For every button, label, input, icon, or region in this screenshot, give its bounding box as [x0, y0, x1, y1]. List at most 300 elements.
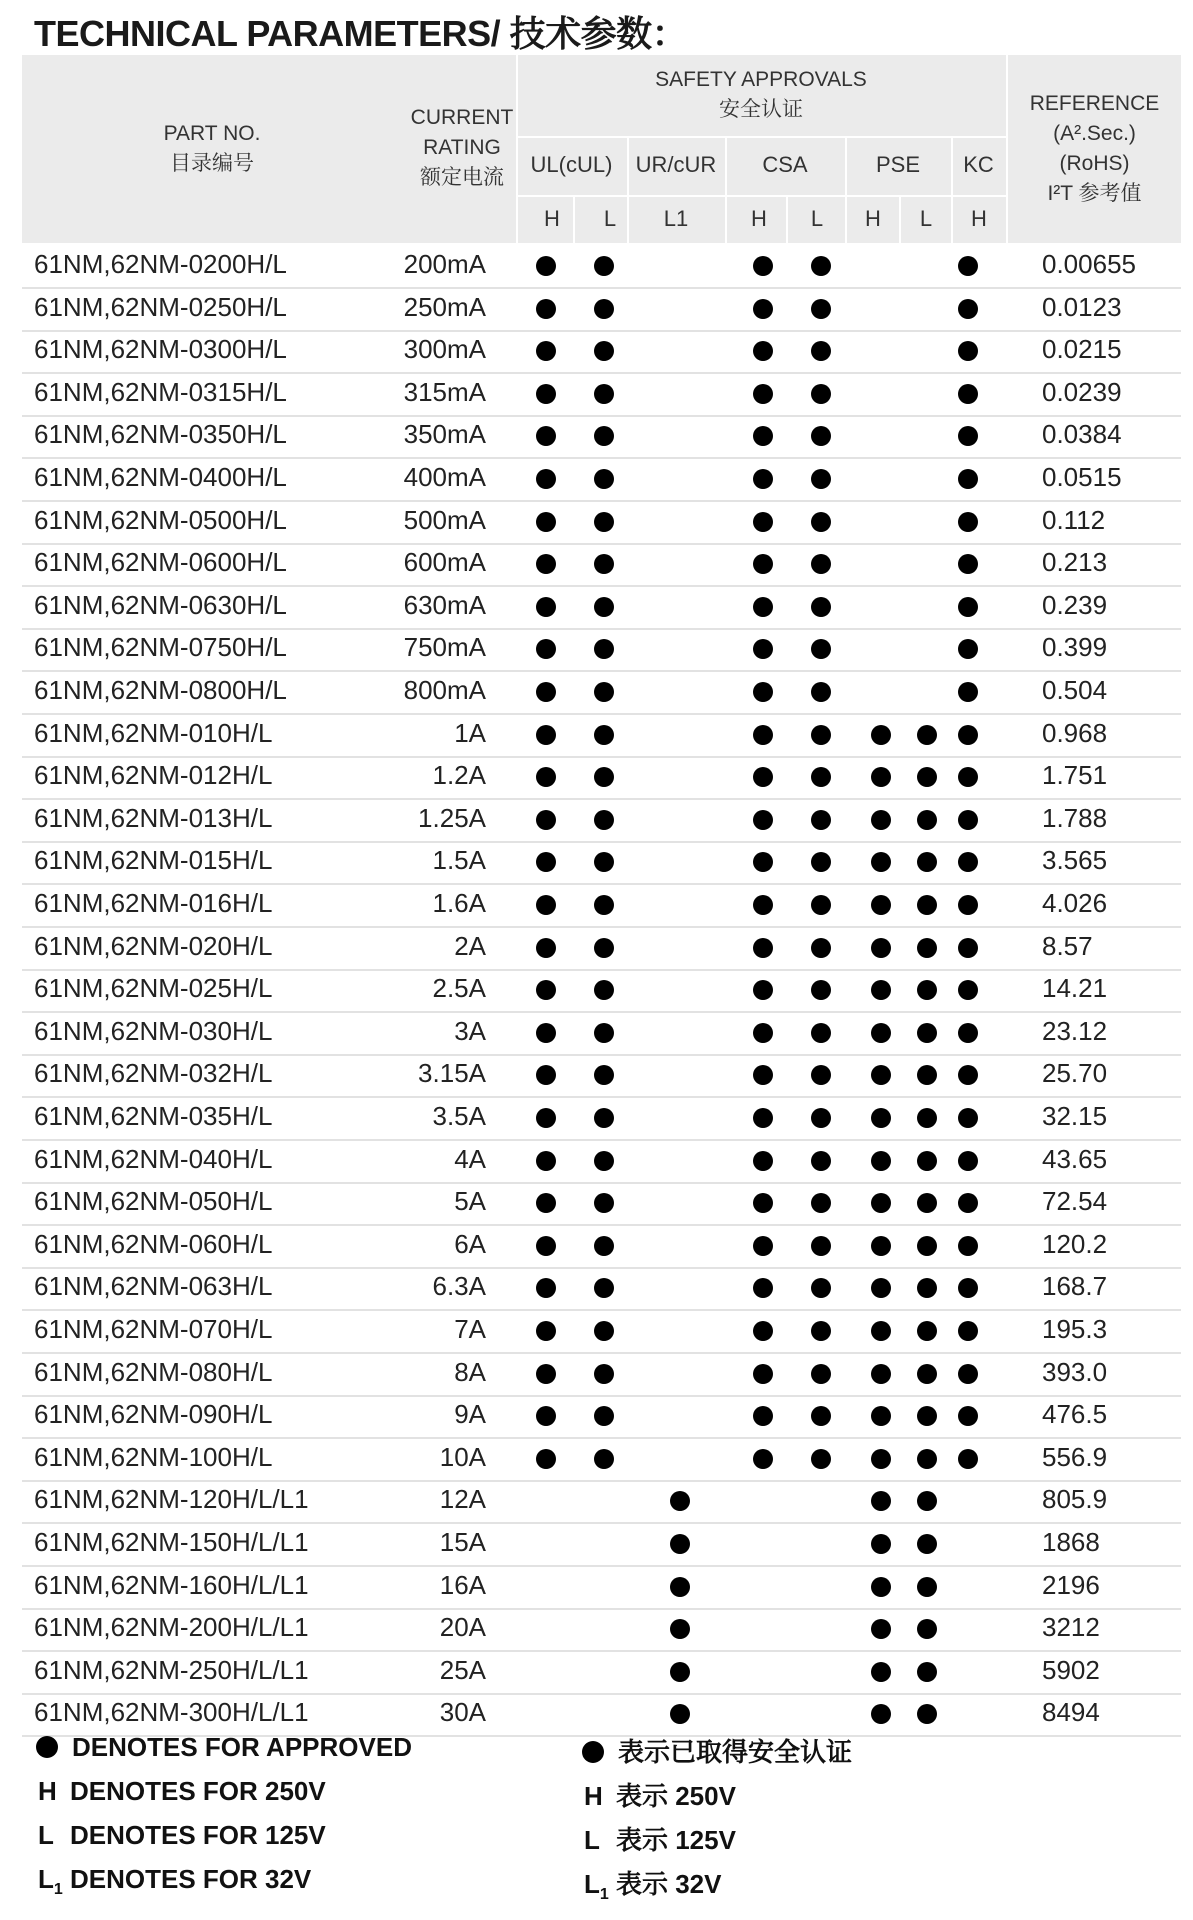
current-rating: 630mA — [403, 589, 486, 620]
approved-dot-icon — [958, 1065, 978, 1085]
current-rating: 16A — [439, 1569, 486, 1600]
group-pse: PSE — [875, 152, 921, 177]
current-rating: 315mA — [403, 376, 486, 407]
approved-dot-icon — [958, 1278, 978, 1298]
current-rating: 5A — [454, 1186, 486, 1217]
approved-dot-icon — [594, 1321, 614, 1341]
approved-dot-icon — [670, 1491, 690, 1511]
table-row — [22, 501, 1181, 545]
approved-dot-icon — [594, 1065, 614, 1085]
approved-dot-icon — [917, 1406, 937, 1426]
current-label-cn: 额定电流 — [420, 166, 504, 189]
current-rating: 6.3A — [432, 1271, 486, 1302]
part-number: 61NM,62NM-100H/L — [34, 1441, 273, 1472]
approved-dot-icon — [811, 554, 831, 574]
approved-dot-icon — [958, 341, 978, 361]
approved-dot-icon — [811, 1278, 831, 1298]
approved-dot-icon — [594, 767, 614, 787]
table-row — [22, 458, 1181, 502]
part-number: 61NM,62NM-300H/L/L1 — [34, 1697, 309, 1728]
i2t-reference: 556.9 — [1042, 1441, 1108, 1472]
approved-dot-icon — [753, 980, 773, 1000]
approved-dot-icon — [871, 767, 891, 787]
part-number: 61NM,62NM-0400H/L — [34, 462, 287, 492]
approved-dot-icon — [594, 1278, 614, 1298]
approved-dot-icon — [594, 895, 614, 915]
approved-dot-icon — [753, 852, 773, 872]
approved-dot-icon — [958, 1108, 978, 1128]
approved-dot-icon — [871, 1108, 891, 1128]
approved-dot-icon — [811, 512, 831, 532]
i2t-reference: 195.3 — [1042, 1314, 1108, 1344]
safety-label-cn: 安全认证 — [719, 98, 803, 121]
approved-dot-icon — [958, 1193, 978, 1213]
approved-dot-icon — [536, 469, 556, 489]
approved-dot-icon — [753, 1449, 773, 1469]
approved-dot-icon — [811, 1065, 831, 1085]
approved-dot-icon — [594, 554, 614, 574]
approved-dot-icon — [958, 1236, 978, 1256]
approved-dot-icon — [594, 682, 614, 702]
part-number: 61NM,62NM-063H/L — [34, 1271, 273, 1302]
approved-dot-icon — [917, 980, 937, 1000]
part-number: 61NM,62NM-090H/L — [34, 1399, 273, 1430]
approved-dot-icon — [670, 1534, 690, 1554]
current-rating: 2.5A — [432, 973, 486, 1004]
current-rating: 10A — [439, 1441, 486, 1472]
approved-dot-icon — [36, 1736, 58, 1758]
approved-dot-icon — [871, 1193, 891, 1213]
current-rating: 300mA — [403, 334, 486, 365]
approved-dot-icon — [753, 469, 773, 489]
part-number: 61NM,62NM-0630H/L — [34, 589, 287, 620]
approved-dot-icon — [917, 767, 937, 787]
current-rating: 30A — [439, 1697, 486, 1728]
legend-key-sub: 1 — [599, 1886, 609, 1904]
table-header — [22, 55, 1181, 243]
approved-dot-icon — [753, 810, 773, 830]
approved-dot-icon — [917, 1023, 937, 1043]
approved-dot-icon — [594, 299, 614, 319]
table-row — [22, 1438, 1181, 1482]
approved-dot-icon — [594, 469, 614, 489]
approved-dot-icon — [753, 256, 773, 276]
table-row — [22, 1523, 1181, 1567]
approved-dot-icon — [917, 1321, 937, 1341]
table-row — [22, 756, 1181, 800]
part-number: 61NM,62NM-0315H/L — [34, 376, 287, 407]
legend-text: 表示 250V — [616, 1781, 736, 1811]
approved-dot-icon — [536, 682, 556, 702]
part-number: 61NM,62NM-0800H/L — [34, 675, 287, 705]
legend-key: H — [38, 1776, 57, 1806]
current-rating: 6A — [454, 1228, 486, 1259]
i2t-reference: 0.504 — [1042, 675, 1108, 705]
part-number: 61NM,62NM-015H/L — [34, 845, 273, 876]
approved-dot-icon — [594, 426, 614, 446]
part-number: 61NM,62NM-0750H/L — [34, 632, 287, 663]
table-row — [22, 245, 1181, 289]
approved-dot-icon — [670, 1662, 690, 1682]
approved-dot-icon — [811, 639, 831, 659]
approved-dot-icon — [536, 1193, 556, 1213]
approved-dot-icon — [871, 1662, 891, 1682]
approved-dot-icon — [536, 597, 556, 617]
approved-dot-icon — [811, 725, 831, 745]
approved-dot-icon — [536, 256, 556, 276]
approved-dot-icon — [811, 1449, 831, 1469]
approved-dot-icon — [753, 1364, 773, 1384]
current-rating: 3.5A — [432, 1101, 486, 1131]
part-number: 61NM,62NM-010H/L — [34, 717, 273, 748]
legend-text: 表示 125V — [616, 1825, 736, 1855]
approved-dot-icon — [871, 1491, 891, 1511]
approved-dot-icon — [871, 1236, 891, 1256]
i2t-reference: 0.213 — [1042, 547, 1108, 578]
table-row — [22, 628, 1181, 672]
i2t-reference: 0.968 — [1042, 717, 1108, 748]
reference-header — [1008, 89, 1181, 209]
approved-dot-icon — [536, 1321, 556, 1341]
approved-dot-icon — [536, 1449, 556, 1469]
i2t-reference: 0.00655 — [1042, 249, 1136, 279]
i2t-reference: 4.026 — [1042, 888, 1108, 918]
approved-dot-icon — [871, 1619, 891, 1639]
legend-text: 表示已取得安全认证 — [618, 1737, 853, 1767]
current-rating: 600mA — [403, 547, 486, 578]
part-number: 61NM,62NM-060H/L — [34, 1228, 273, 1259]
i2t-reference: 0.0239 — [1042, 376, 1122, 407]
current-label-1: CURRENT — [410, 106, 514, 129]
i2t-reference: 1868 — [1042, 1527, 1100, 1557]
current-rating: 9A — [454, 1399, 486, 1430]
approved-dot-icon — [811, 1406, 831, 1426]
part-number: 61NM,62NM-013H/L — [34, 802, 273, 833]
i2t-reference: 393.0 — [1042, 1356, 1108, 1387]
i2t-reference: 32.15 — [1042, 1101, 1108, 1131]
part-number: 61NM,62NM-020H/L — [34, 930, 273, 961]
part-no-label: PART NO. — [163, 122, 261, 145]
approved-dot-icon — [917, 1065, 937, 1085]
legend-approved-cn — [582, 1732, 852, 1769]
approved-dot-icon — [536, 1236, 556, 1256]
table-row — [22, 1097, 1181, 1141]
approved-dot-icon — [871, 1023, 891, 1043]
current-rating: 3A — [454, 1015, 486, 1046]
safety-approvals-header — [516, 65, 1006, 125]
part-number: 61NM,62NM-070H/L — [34, 1314, 273, 1344]
i2t-reference: 3212 — [1042, 1612, 1100, 1643]
table-row — [22, 1012, 1181, 1056]
approved-dot-icon — [917, 1364, 937, 1384]
current-rating: 500mA — [403, 504, 486, 535]
approved-dot-icon — [917, 938, 937, 958]
current-rating: 400mA — [403, 462, 486, 492]
i2t-reference: 25.70 — [1042, 1058, 1108, 1089]
reference-label-1: REFERENCE — [1029, 92, 1160, 115]
approved-dot-icon — [917, 725, 937, 745]
approved-dot-icon — [917, 1577, 937, 1597]
i2t-reference: 168.7 — [1042, 1271, 1108, 1302]
approved-dot-icon — [536, 639, 556, 659]
approved-dot-icon — [594, 810, 614, 830]
subcol-pse-h: H — [865, 206, 881, 231]
subcol-csa-h: H — [751, 206, 767, 231]
approved-dot-icon — [594, 1364, 614, 1384]
current-rating: 350mA — [403, 419, 486, 450]
approved-dot-icon — [670, 1704, 690, 1724]
approved-dot-icon — [811, 1023, 831, 1043]
approved-dot-icon — [670, 1577, 690, 1597]
approved-dot-icon — [811, 1364, 831, 1384]
i2t-reference: 8494 — [1042, 1697, 1100, 1728]
approved-dot-icon — [594, 852, 614, 872]
part-number: 61NM,62NM-0200H/L — [34, 249, 287, 279]
subcol-ul-l: L — [603, 206, 617, 231]
approved-dot-icon — [594, 980, 614, 1000]
part-number: 61NM,62NM-050H/L — [34, 1186, 273, 1217]
part-number: 61NM,62NM-0250H/L — [34, 291, 287, 322]
approved-dot-icon — [958, 426, 978, 446]
approved-dot-icon — [958, 1321, 978, 1341]
part-number: 61NM,62NM-160H/L/L1 — [34, 1569, 309, 1600]
approved-dot-icon — [536, 1364, 556, 1384]
approved-dot-icon — [958, 639, 978, 659]
approved-dot-icon — [753, 512, 773, 532]
approved-dot-icon — [594, 256, 614, 276]
approved-dot-icon — [871, 810, 891, 830]
approved-dot-icon — [958, 469, 978, 489]
approved-dot-icon — [536, 1065, 556, 1085]
approved-dot-icon — [811, 256, 831, 276]
current-rating: 1.6A — [432, 888, 486, 918]
approved-dot-icon — [917, 1619, 937, 1639]
approved-dot-icon — [958, 1449, 978, 1469]
i2t-reference: 805.9 — [1042, 1484, 1108, 1515]
approved-dot-icon — [917, 1108, 937, 1128]
approved-dot-icon — [536, 299, 556, 319]
current-rating: 25A — [439, 1654, 486, 1685]
approved-dot-icon — [811, 682, 831, 702]
safety-label: SAFETY APPROVALS — [655, 68, 867, 91]
approved-dot-icon — [536, 810, 556, 830]
approved-dot-icon — [958, 512, 978, 532]
approved-dot-icon — [958, 554, 978, 574]
approved-dot-icon — [536, 512, 556, 532]
approved-dot-icon — [917, 1236, 937, 1256]
table-row — [22, 1225, 1181, 1269]
approved-dot-icon — [917, 1449, 937, 1469]
i2t-reference: 5902 — [1042, 1654, 1100, 1685]
approved-dot-icon — [958, 597, 978, 617]
approved-dot-icon — [917, 1662, 937, 1682]
subcol-ul-h: H — [544, 206, 560, 231]
approved-dot-icon — [917, 1193, 937, 1213]
approved-dot-icon — [811, 1108, 831, 1128]
legend-text: DENOTES FOR 250V — [70, 1776, 326, 1806]
legend-approved — [36, 1732, 412, 1763]
subcol-csa-l: L — [810, 206, 824, 231]
current-rating: 750mA — [403, 632, 486, 663]
approved-dot-icon — [753, 639, 773, 659]
approved-dot-icon — [958, 682, 978, 702]
approved-dot-icon — [811, 810, 831, 830]
approved-dot-icon — [871, 1704, 891, 1724]
subcol-ur-l1: L1 — [663, 206, 689, 231]
legend-key: L — [38, 1820, 54, 1850]
approved-dot-icon — [753, 938, 773, 958]
i2t-reference: 1.788 — [1042, 802, 1108, 833]
approved-dot-icon — [753, 1023, 773, 1043]
approved-dot-icon — [753, 341, 773, 361]
current-rating: 2A — [454, 930, 486, 961]
table-row — [22, 1182, 1181, 1226]
i2t-reference: 0.0123 — [1042, 291, 1122, 322]
table-row — [22, 841, 1181, 885]
approved-dot-icon — [958, 938, 978, 958]
approved-dot-icon — [594, 1406, 614, 1426]
approved-dot-icon — [871, 895, 891, 915]
group-ul: UL(cUL) — [530, 152, 613, 177]
current-rating: 4A — [454, 1143, 486, 1174]
approved-dot-icon — [811, 597, 831, 617]
legend-h — [38, 1776, 326, 1807]
approved-dot-icon — [536, 725, 556, 745]
approved-dot-icon — [753, 1406, 773, 1426]
part-number: 61NM,62NM-016H/L — [34, 888, 273, 918]
group-ur: UR/cUR — [635, 152, 717, 177]
part-number: 61NM,62NM-0300H/L — [34, 334, 287, 365]
reference-label-3: (RoHS) — [1059, 152, 1130, 175]
i2t-reference: 1.751 — [1042, 760, 1108, 791]
approved-dot-icon — [958, 725, 978, 745]
current-label-2: RATING — [423, 136, 501, 159]
i2t-reference: 23.12 — [1042, 1015, 1108, 1046]
table-row — [22, 799, 1181, 843]
current-rating: 15A — [439, 1527, 486, 1557]
approved-dot-icon — [871, 852, 891, 872]
reference-label-2: (A².Sec.) — [1053, 122, 1136, 145]
approved-dot-icon — [594, 1449, 614, 1469]
approved-dot-icon — [536, 980, 556, 1000]
approved-dot-icon — [871, 1364, 891, 1384]
approved-dot-icon — [536, 554, 556, 574]
approved-dot-icon — [958, 767, 978, 787]
table-row — [22, 288, 1181, 332]
legend-l-cn — [584, 1820, 736, 1857]
approved-dot-icon — [753, 1065, 773, 1085]
approved-dot-icon — [871, 1577, 891, 1597]
i2t-reference: 0.0215 — [1042, 334, 1122, 365]
approved-dot-icon — [594, 1108, 614, 1128]
approved-dot-icon — [753, 1321, 773, 1341]
table-row — [22, 1054, 1181, 1098]
approved-dot-icon — [958, 1151, 978, 1171]
table-row — [22, 415, 1181, 459]
approved-dot-icon — [753, 384, 773, 404]
approved-dot-icon — [536, 1406, 556, 1426]
table-row — [22, 714, 1181, 758]
approved-dot-icon — [917, 1278, 937, 1298]
approved-dot-icon — [917, 810, 937, 830]
approved-dot-icon — [917, 895, 937, 915]
approved-dot-icon — [536, 1023, 556, 1043]
approved-dot-icon — [536, 384, 556, 404]
table-row — [22, 543, 1181, 587]
table-row — [22, 586, 1181, 630]
part-number: 61NM,62NM-032H/L — [34, 1058, 273, 1089]
approved-dot-icon — [811, 426, 831, 446]
part-number: 61NM,62NM-035H/L — [34, 1101, 273, 1131]
approved-dot-icon — [753, 597, 773, 617]
i2t-reference: 8.57 — [1042, 930, 1093, 961]
current-rating: 1A — [454, 717, 486, 748]
approved-dot-icon — [871, 1449, 891, 1469]
legend-text: 表示 32V — [616, 1869, 722, 1899]
legend-key: L — [584, 1825, 600, 1855]
i2t-reference: 476.5 — [1042, 1399, 1108, 1430]
table-row — [22, 1566, 1181, 1610]
approved-dot-icon — [811, 1193, 831, 1213]
i2t-reference: 120.2 — [1042, 1228, 1108, 1259]
i2t-reference: 3.565 — [1042, 845, 1108, 876]
approved-dot-icon — [811, 1151, 831, 1171]
current-rating: 3.15A — [418, 1058, 486, 1089]
approved-dot-icon — [917, 1491, 937, 1511]
approved-dot-icon — [958, 810, 978, 830]
approved-dot-icon — [871, 1278, 891, 1298]
approved-dot-icon — [594, 384, 614, 404]
legend-l1 — [38, 1864, 311, 1899]
i2t-reference: 72.54 — [1042, 1186, 1108, 1217]
part-no-label-cn: 目录编号 — [170, 152, 254, 175]
approved-dot-icon — [811, 980, 831, 1000]
table-row — [22, 969, 1181, 1013]
page-title: TECHNICAL PARAMETERS/ 技术参数： — [34, 13, 688, 54]
approved-dot-icon — [536, 426, 556, 446]
approved-dot-icon — [594, 512, 614, 532]
i2t-reference: 43.65 — [1042, 1143, 1108, 1174]
part-number: 61NM,62NM-0350H/L — [34, 419, 287, 450]
approved-dot-icon — [871, 1065, 891, 1085]
approved-dot-icon — [536, 1151, 556, 1171]
table-row — [22, 1395, 1181, 1439]
approved-dot-icon — [871, 980, 891, 1000]
table-row — [22, 927, 1181, 971]
part-no-header — [62, 119, 362, 179]
legend-l — [38, 1820, 326, 1851]
i2t-reference: 0.399 — [1042, 632, 1108, 663]
reference-label-4: I²T 参考值 — [1047, 182, 1142, 205]
current-rating: 1.25A — [418, 802, 486, 833]
part-number: 61NM,62NM-030H/L — [34, 1015, 273, 1046]
approved-dot-icon — [594, 1023, 614, 1043]
approved-dot-icon — [594, 725, 614, 745]
approved-dot-icon — [753, 426, 773, 446]
approved-dot-icon — [917, 1151, 937, 1171]
table-row — [22, 1480, 1181, 1524]
approved-dot-icon — [811, 299, 831, 319]
current-rating: 7A — [454, 1314, 486, 1344]
current-rating: 8A — [454, 1356, 486, 1387]
approved-dot-icon — [536, 1108, 556, 1128]
approved-dot-icon — [536, 895, 556, 915]
group-kc: KC — [963, 152, 994, 177]
group-csa: CSA — [762, 152, 808, 177]
approved-dot-icon — [811, 341, 831, 361]
approved-dot-icon — [753, 1108, 773, 1128]
legend-key-letter: L — [584, 1869, 600, 1899]
